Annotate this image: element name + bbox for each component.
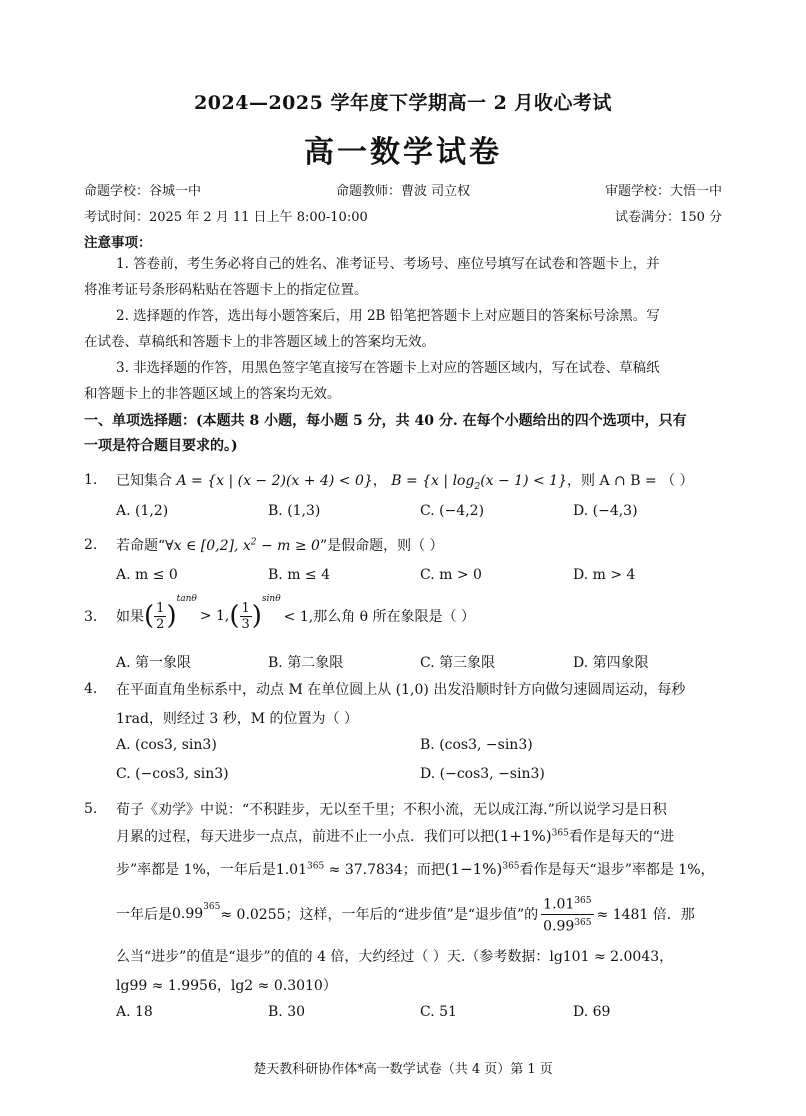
q4-option-b: B. (cos3, −sin3)	[420, 737, 533, 753]
q3-lead: 如果	[116, 609, 144, 625]
q3-option-a: A. 第一象限	[116, 655, 192, 671]
q5-line3-math2: (1−1%)	[444, 860, 503, 878]
notice-heading: 注意事项：	[84, 235, 152, 251]
review-school: 审题学校：大悟一中	[604, 184, 722, 199]
q1-option-d: D. (−4,3)	[573, 503, 638, 519]
q5-line2-b: 看作是每天的“进	[568, 829, 674, 845]
q2-math-b: − m ≥ 0	[256, 538, 320, 554]
q1-lead: 已知集合	[116, 473, 172, 489]
paper-title: 高一数学试卷	[304, 135, 502, 170]
page-footer: 楚天教科研协作体*高一数学试卷（共 4 页）第 1 页	[253, 1062, 553, 1077]
notice-item-3a: 3. 非选择题的作答，用黑色签字笔直接写在答题卡上对应的答题区域内，写在试卷、草稿纸	[116, 360, 660, 376]
section-heading-line1: 一、单项选择题：(本题共 8 小题，每小题 5 分，共 40 分. 在每个小题给出的四个选项中，只有	[84, 413, 687, 429]
section-heading-line2: 一项是符合题目要求的。)	[84, 438, 238, 454]
q3-tail: < 1,那么角 θ 所在象限是（ ）	[283, 609, 475, 625]
q2-text-pre: 若命题“	[116, 538, 166, 554]
notice-item-3b: 和答题卡上的非答题区域上的答案均无效。	[84, 386, 341, 402]
q5-ratio-num-base: 1.01	[543, 896, 575, 913]
setter-school: 命题学校：谷城一中	[84, 184, 202, 199]
q5-option-d: D. 69	[573, 1004, 611, 1020]
q3-paren-open-2: (	[229, 601, 240, 631]
question-number-3: 3.	[84, 609, 98, 625]
q5-line4-c: ≈ 1481 倍．那	[596, 907, 695, 923]
q5-ratio-num-exp: 365	[574, 895, 592, 906]
q5-line4-math: 0.99	[172, 906, 204, 922]
q5-option-a: A. 18	[116, 1004, 153, 1020]
question-2-stem	[116, 535, 444, 555]
q1-set-b-base: 2	[474, 481, 481, 492]
q2-option-b: B. m ≤ 4	[268, 567, 331, 583]
q3-fraction-1	[154, 601, 166, 632]
question-4-line2: 1rad，则经过 3 秒，M 的位置为（ ）	[116, 711, 358, 727]
q5-line2-a: 月累的过程，每天进步一点点，前进不止一小点．我们可以把	[116, 829, 494, 845]
q5-ratio-den-base: 0.99	[543, 918, 575, 935]
q3-f2-exp: sinθ	[261, 594, 281, 604]
question-4-line1: 在平面直角坐标系中，动点 M 在单位圆上从 (1,0) 出发沿顺时针方向做匀速圆周运动，每秒	[116, 682, 686, 698]
q4-option-a: A. (cos3, sin3)	[116, 737, 217, 753]
q5-line3-c: 看作是每天“退步”率都是 1%，	[519, 862, 715, 878]
q3-fraction-2	[240, 601, 252, 632]
notice-item-1b: 将准考证号条形码粘贴在答题卡上的指定位置。	[84, 282, 368, 298]
q3-mid: > 1,	[199, 608, 230, 624]
notice-item-1a: 1. 答卷前，考生务必将自己的姓名、准考证号、考场号、座位号填写在试卷和答题卡上，并	[116, 256, 660, 272]
notice-item-2b: 在试卷、草稿纸和答题卡上的非答题区域上的答案均无效。	[84, 334, 435, 350]
question-5-line4	[116, 894, 695, 934]
q1-option-b: B. (1,3)	[268, 503, 321, 519]
q4-option-c: C. (−cos3, sin3)	[116, 766, 229, 782]
question-number-4: 4.	[84, 681, 98, 697]
q1-option-a: A. (1,2)	[116, 503, 169, 519]
q3-f1-den: 2	[156, 616, 165, 632]
q5-line3-exp2: 365	[502, 861, 520, 872]
q5-ratio-den-exp: 365	[574, 917, 592, 928]
q5-line3-exp: 365	[307, 861, 325, 872]
q3-f2-den: 3	[241, 616, 250, 632]
q1-option-c: C. (−4,2)	[420, 503, 485, 519]
q3-option-d: D. 第四象限	[573, 655, 649, 671]
q5-line4-b: ≈ 0.0255；这样，一年后的“进步值”是“退步值”的	[220, 907, 539, 923]
q3-paren-close-1: )	[166, 601, 177, 631]
question-number-5: 5.	[84, 801, 98, 817]
question-1-stem	[116, 470, 694, 492]
question-5-line1: 荀子《劝学》中说：“不积跬步，无以至千里；不积小流，无以成江海.”所以说学习是日积	[116, 802, 667, 818]
exam-title: 2024—2025 学年度下学期高一 2 月收心考试	[194, 92, 612, 114]
q2-math	[165, 538, 320, 554]
q3-f1-num: 1	[156, 600, 165, 616]
q1-set-b-post: (x − 1) < 1}	[480, 473, 567, 489]
q3-paren-close-2: )	[251, 601, 262, 631]
q1-set-a: A = {x | (x − 2)(x + 4) < 0}	[176, 473, 373, 489]
q3-option-c: C. 第三象限	[420, 655, 496, 671]
q2-option-c: C. m > 0	[420, 567, 482, 583]
setter-teachers: 命题教师：曹波 司立权	[336, 184, 471, 199]
q1-set-b	[391, 473, 567, 492]
q5-line4-exp: 365	[203, 902, 221, 912]
exam-time: 考试时间：2025 年 2 月 11 日上午 8:00-10:00	[84, 210, 368, 225]
question-3-stem	[116, 592, 475, 640]
q1-set-b-pre: B = {x | log	[391, 473, 475, 489]
q5-line3-a: 步”率都是 1%，一年后是	[116, 862, 276, 878]
q1-tail: ，则 A ∩ B = （ ）	[567, 473, 694, 489]
q5-ratio-num	[541, 893, 593, 915]
question-5-line3	[116, 859, 715, 879]
q3-f1-exp: tanθ	[176, 594, 197, 604]
q2-option-a: A. m ≤ 0	[116, 567, 178, 583]
question-number-2: 2.	[84, 537, 98, 553]
q5-ratio-den	[543, 915, 591, 936]
q5-line2-exp: 365	[551, 828, 569, 839]
q5-line4-a: 一年后是	[116, 907, 172, 923]
q5-option-c: C. 51	[420, 1004, 457, 1020]
question-5-line2	[116, 826, 674, 846]
q2-math-sup: 2	[250, 537, 257, 548]
q1-sep: ，	[372, 473, 387, 489]
q2-math-a: ∀x ∈ [0,2], x	[165, 538, 251, 554]
q5-line2-math: (1+1%)	[494, 827, 552, 845]
q3-f2-num: 1	[241, 600, 250, 616]
q2-option-d: D. m > 4	[573, 567, 636, 583]
question-5-line6: lg99 ≈ 1.9956，lg2 ≈ 0.3010）	[116, 978, 337, 994]
q3-paren-open-1: (	[144, 601, 155, 631]
q5-line3-math: 1.01	[275, 862, 307, 878]
q2-text-post: ”是假命题，则（ ）	[319, 538, 444, 554]
full-score: 试卷满分：150 分	[615, 210, 722, 225]
question-5-line5: 么当“进步”的值是“退步”的值的 4 倍，大约经过（ ）天.（参考数据：lg101 ≈ 2.0043，	[116, 949, 674, 965]
question-number-1: 1.	[84, 472, 98, 488]
q5-option-b: B. 30	[268, 1004, 306, 1020]
q4-option-d: D. (−cos3, −sin3)	[420, 766, 545, 782]
q3-option-b: B. 第二象限	[268, 655, 344, 671]
q5-line3-b: ≈ 37.7834；而把	[324, 862, 445, 878]
q5-ratio-fraction	[541, 893, 593, 935]
notice-item-2a: 2. 选择题的作答，选出每小题答案后，用 2B 铅笔把答题卡上对应题目的答案标号涂黑。写	[116, 308, 660, 324]
